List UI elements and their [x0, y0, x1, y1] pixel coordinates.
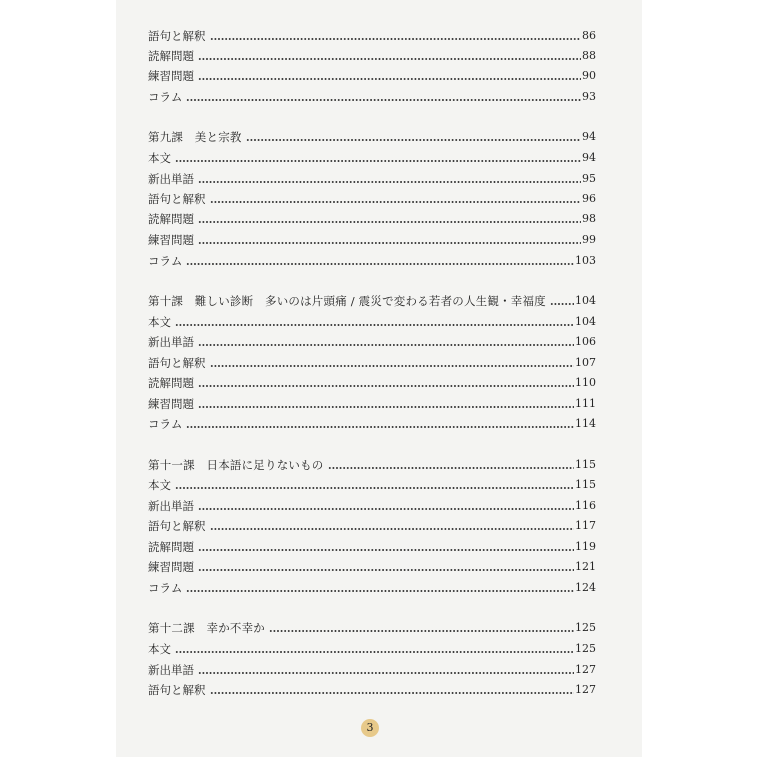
- toc-entry: [148, 313, 596, 329]
- toc-entry-title: 読解問題: [148, 540, 194, 554]
- dot-leader: [210, 365, 575, 367]
- dot-leader: [210, 692, 575, 694]
- toc-entry: [148, 149, 596, 165]
- toc-entry-page: 93: [582, 90, 596, 103]
- toc-entry-title: 第十一課 日本語に足りないもの: [148, 458, 324, 472]
- toc-entry-page: 103: [575, 254, 596, 267]
- toc-entry-title: 第十課 難しい診断 多いのは片頭痛 / 震災で変わる若者の人生観・幸福度: [148, 294, 546, 308]
- toc-entry: [148, 497, 596, 513]
- toc-entry-page: 88: [582, 49, 596, 62]
- toc-entry: [148, 354, 596, 370]
- dot-leader: [210, 201, 582, 203]
- toc-entry-page: 99: [582, 233, 596, 246]
- toc-entry-title: 第十二課 幸か不幸か: [148, 621, 265, 635]
- dot-leader: [198, 508, 574, 510]
- toc-entry-page: 115: [575, 458, 596, 471]
- toc-entry-title: 語句と解釈: [148, 519, 206, 533]
- toc-entry-page: 98: [582, 212, 596, 225]
- toc-chapter-entry: [148, 128, 596, 144]
- toc-entry-title: 練習問題: [148, 233, 194, 247]
- toc-entry-title: コラム: [148, 254, 183, 268]
- toc-entry-page: 104: [575, 315, 596, 328]
- toc-entry-page: 86: [582, 29, 596, 42]
- toc-entry: [148, 88, 596, 104]
- dot-leader: [269, 630, 574, 632]
- dot-leader: [210, 528, 575, 530]
- toc-entry: [148, 538, 596, 554]
- toc-entry-page: 117: [575, 519, 596, 532]
- toc-entry-page: 94: [582, 151, 596, 164]
- toc-entry-title: 練習問題: [148, 560, 194, 574]
- toc-entry-page: 95: [582, 172, 596, 185]
- dot-leader: [175, 324, 574, 326]
- toc-entry-title: 新出単語: [148, 335, 194, 349]
- dot-leader: [175, 487, 574, 489]
- toc-chapter-entry: [148, 292, 596, 308]
- toc-entry: [148, 47, 596, 63]
- toc-entry-title: 読解問題: [148, 376, 194, 390]
- dot-leader: [550, 303, 574, 305]
- toc-entry: [148, 681, 596, 697]
- dot-leader: [198, 221, 581, 223]
- toc-entry: [148, 579, 596, 595]
- toc-entry-page: 115: [575, 478, 596, 491]
- toc-entry: [148, 374, 596, 390]
- toc-entry-page: 94: [582, 130, 596, 143]
- toc-chapter-entry: [148, 456, 596, 472]
- dot-leader: [198, 78, 581, 80]
- dot-leader: [175, 651, 574, 653]
- toc-entry-page: 121: [575, 560, 596, 573]
- dot-leader: [198, 672, 574, 674]
- dot-leader: [198, 385, 574, 387]
- toc-entry: [148, 190, 596, 206]
- dot-leader: [246, 139, 581, 141]
- dot-leader: [198, 569, 574, 571]
- dot-leader: [328, 467, 575, 469]
- dot-leader: [186, 590, 574, 592]
- toc-entry: [148, 67, 596, 83]
- toc-entry-page: 125: [575, 642, 596, 655]
- toc-entry-title: コラム: [148, 581, 183, 595]
- toc-entry: [148, 231, 596, 247]
- toc-entry-page: 119: [575, 540, 596, 553]
- toc-entry-page: 124: [575, 581, 596, 594]
- dot-leader: [186, 99, 581, 101]
- toc-entry-page: 127: [575, 683, 596, 696]
- dot-leader: [210, 38, 582, 40]
- toc-entry: [148, 661, 596, 677]
- dot-leader: [198, 242, 581, 244]
- toc-entry-page: 114: [575, 417, 596, 430]
- toc-entry-title: 新出単語: [148, 172, 194, 186]
- toc-entry: [148, 640, 596, 656]
- toc-entry-page: 127: [575, 663, 596, 676]
- toc-entry: [148, 517, 596, 533]
- toc-entry-title: 練習問題: [148, 69, 194, 83]
- toc-entry-page: 125: [575, 621, 596, 634]
- toc-entry-title: 読解問題: [148, 49, 194, 63]
- page-number: 3: [361, 719, 379, 737]
- toc-entry-title: 語句と解釈: [148, 683, 206, 697]
- dot-leader: [198, 181, 581, 183]
- toc-entry-page: 107: [575, 356, 596, 369]
- toc-entry-page: 90: [582, 69, 596, 82]
- toc-entry: [148, 333, 596, 349]
- toc-entry-title: 新出単語: [148, 499, 194, 513]
- toc-entry-title: 語句と解釈: [148, 356, 206, 370]
- toc-entry-title: コラム: [148, 90, 183, 104]
- toc-entry-page: 96: [582, 192, 596, 205]
- dot-leader: [198, 549, 574, 551]
- toc-entry-page: 116: [575, 499, 596, 512]
- toc-entry-title: 読解問題: [148, 212, 194, 226]
- toc-entry-page: 104: [575, 294, 596, 307]
- toc-entry-title: コラム: [148, 417, 183, 431]
- dot-leader: [186, 263, 574, 265]
- toc-entry-title: 本文: [148, 478, 171, 492]
- toc-entry-title: 語句と解釈: [148, 192, 206, 206]
- toc-entry: [148, 252, 596, 268]
- dot-leader: [198, 406, 574, 408]
- toc-chapter-entry: [148, 619, 596, 635]
- toc-entry-title: 第九課 美と宗教: [148, 130, 242, 144]
- toc-entry: [148, 415, 596, 431]
- dot-leader: [198, 58, 581, 60]
- toc-entry-page: 111: [575, 397, 596, 410]
- toc-entry: [148, 395, 596, 411]
- toc-entry: [148, 558, 596, 574]
- toc-entry-page: 106: [575, 335, 596, 348]
- dot-leader: [186, 426, 574, 428]
- toc-entry-title: 本文: [148, 315, 171, 329]
- dot-leader: [198, 344, 574, 346]
- toc-entry-title: 練習問題: [148, 397, 194, 411]
- toc-entry: [148, 210, 596, 226]
- toc-entry: [148, 476, 596, 492]
- dot-leader: [175, 160, 581, 162]
- toc-entry-title: 本文: [148, 151, 171, 165]
- toc-entry: [148, 27, 596, 43]
- toc-entry-title: 語句と解釈: [148, 29, 206, 43]
- toc-entry-title: 新出単語: [148, 663, 194, 677]
- toc-entry: [148, 170, 596, 186]
- toc-entry-title: 本文: [148, 642, 171, 656]
- toc-entry-page: 110: [575, 376, 596, 389]
